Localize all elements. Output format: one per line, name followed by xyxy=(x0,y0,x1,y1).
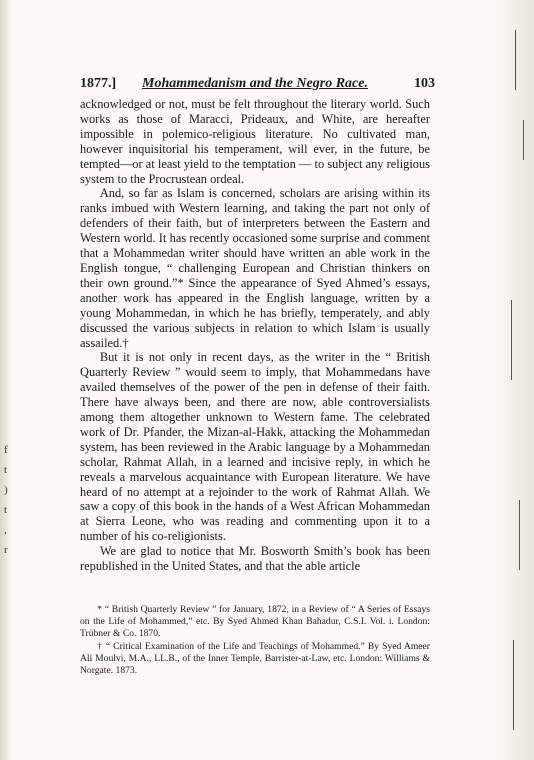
page-gutter-shadow xyxy=(0,0,12,760)
margin-mark: r xyxy=(4,544,8,556)
paragraph: We are glad to notice that Mr. Bosworth Smith’s book has been republished in the United States, and that the able article xyxy=(80,544,430,574)
margin-mark: f xyxy=(4,444,8,456)
margin-mark: ) xyxy=(4,484,8,496)
margin-mark: , xyxy=(4,524,7,536)
margin-marks xyxy=(4,440,14,560)
margin-mark: t xyxy=(4,504,8,516)
paragraph: acknowledged or not, must be felt throughout the literary world. Such works as those of Maracci, Prideaux, and White, are hereafter impossible in polemico-religious literature. No cultivated man, however inquisitorial his temperament, will ever, in the future, be tempted—or at least yield to the temptation — to subject any religious system to the Procrustean ordeal. xyxy=(80,97,430,186)
body-text xyxy=(80,97,430,574)
footnote: † “ Critical Examination of the Life and Teachings of Mohammed.” By Syed Ameer Ali Moulvi, M.A., LL.B., of the Inner Temple, Barrister-at-Law, etc. London: Williams & Norgate. 1873. xyxy=(80,641,430,676)
page-edge-shadow xyxy=(494,0,534,760)
header-title: Mohammedanism and the Negro Race. xyxy=(142,76,368,91)
paragraph: But it is not only in recent days, as the writer in the “ British Quarterly Review ” would seem to imply, that Mohammedans have availed themselves of the power of the pen in defense of their faith. There have always been, and there are now, able controversialists among them altogether unknown to Western fame. The celebrated work of Dr. Pfander, the Mizan-al-Hakk, attacking the Mohammedan system, has been reviewed in the Arabic language by a Mohammedan scholar, Rahmat Allah, in a learned and incisive reply, in which he reveals a marvelous acquaintance with European literature. We have heard of no attempt at a rejoinder to the work of Rahmat Allah. We saw a copy of this book in the hands of a West African Mohammedan at Sierra Leone, who was reading and commenting upon it to a number of his co-religionists. xyxy=(80,350,430,544)
page-number: 103 xyxy=(414,76,435,91)
running-header xyxy=(80,76,435,94)
margin-mark: t xyxy=(4,464,8,476)
footnote: * “ British Quarterly Review ” for January, 1872, in a Review of “ A Series of Essays on the Life of Mohammed,” etc. By Syed Ahmed Khan Bahadur, C.S.I. Vol. i. London: Trübner & Co. 1870. xyxy=(80,604,430,639)
footnotes xyxy=(80,604,430,678)
header-year: 1877.] xyxy=(80,76,117,91)
paragraph: And, so far as Islam is concerned, scholars are arising within its ranks imbued with Western learning, and taking the part not only of defenders of their faith, but of interpreters between the Eastern and Western world. It has recently occasioned some surprise and comment that a Mohammedan writer should have written an able work in the English tongue, “ challenging European and Christian thinkers on their own ground.”* Since the appearance of Syed Ahmed’s essays, another work has appeared in the English language, written by a young Mohammedan, in which he has briefly, temperately, and ably discussed the various subjects in relation to which Islam is usually assailed.† xyxy=(80,186,430,350)
